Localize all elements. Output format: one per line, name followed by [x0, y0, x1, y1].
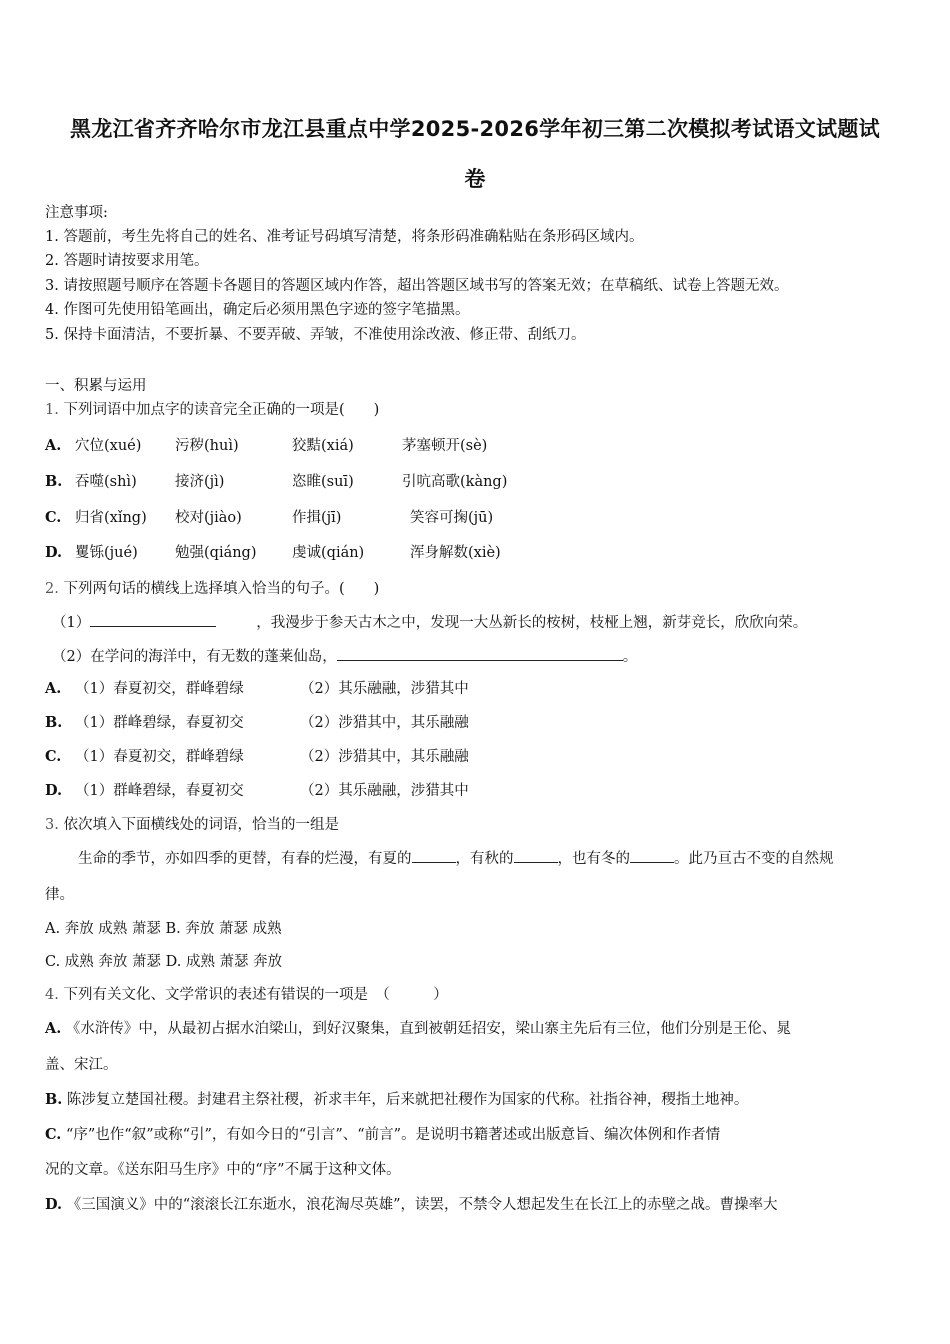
option-cell: 勉强(qiáng): [175, 545, 257, 561]
option-label: A.: [45, 680, 62, 697]
option-text: 《水浒传》中，从最初占据水泊梁山，到好汉聚集，直到被朝廷招安，梁山寨主先后有三位，他们分别是王伦、晁: [65, 1021, 791, 1037]
option-label: C.: [45, 1126, 62, 1143]
option-label: A.: [45, 1020, 62, 1037]
notice-item: 1. 答题前，考生先将自己的姓名、准考证号码填写清楚，将条形码准确粘贴在条形码区域内。: [45, 229, 644, 245]
option-cell: 作揖(jī): [292, 510, 342, 526]
option-d: [45, 1195, 778, 1215]
option-part: （1）群峰碧绿，春夏初交: [75, 715, 244, 731]
option-c: [45, 1125, 720, 1145]
option-cell: 污秽(huì): [175, 438, 239, 454]
option-b: [45, 1090, 748, 1110]
option-text: 陈涉复立楚国社稷。封建君主祭社稷，祈求丰年，后来就把社稷作为国家的代称。社指谷神，稷指土地神。: [66, 1092, 749, 1108]
option-cell: 恣睢(suī): [292, 474, 354, 490]
option-cell: 归省(xǐng): [75, 510, 147, 526]
passage-text: 。此乃亘古不变的自然规: [674, 851, 834, 867]
option-part: （2）涉猎其中，其乐融融: [300, 749, 469, 765]
document-title-line1: 黑龙江省齐齐哈尔市龙江县重点中学2025-2026学年初三第二次模拟考试语文试题试: [70, 117, 880, 141]
option-label: B.: [45, 1091, 63, 1108]
section-heading: 一、积累与运用: [45, 378, 147, 394]
notice-item: 5. 保持卡面清洁，不要折暴、不要弄破、弄皱，不准使用涂改液、修正带、刮纸刀。: [45, 327, 586, 343]
option-cell: 矍铄(jué): [75, 545, 138, 561]
question-number: 4.: [45, 987, 59, 1003]
option-line: A. 奔放 成熟 萧瑟 B. 奔放 萧瑟 成熟: [45, 921, 282, 937]
fill-blank: [337, 646, 623, 661]
fill-blank: [630, 848, 674, 863]
sentence-suffix: 。: [622, 649, 638, 665]
option-line: C. 成熟 奔放 萧瑟 D. 成熟 萧瑟 奔放: [45, 954, 283, 970]
option-label: B.: [45, 473, 63, 490]
option-label: C.: [45, 509, 62, 526]
option-part: （1）春夏初交，群峰碧绿: [75, 681, 244, 697]
passage-text: 生命的季节，亦如四季的更替，有春的烂漫，有夏的: [78, 851, 412, 867]
option-cell: 穴位(xué): [75, 438, 142, 454]
question-number: 3.: [45, 817, 59, 833]
option-cell: 吞噬(shì): [75, 474, 137, 490]
option-text: “序”也作“叙”或称“引”，有如今日的“引言”、“前言”。是说明书籍著述或出版意旨、编次体例和作者情: [65, 1127, 721, 1143]
passage-text: ，也有冬的: [557, 851, 630, 867]
question-stem: 下列有关文化、文学常识的表述有错误的一项是 （ ）: [63, 987, 448, 1003]
fill-blank: [90, 612, 216, 627]
option-cell: 引吭高歌(kàng): [402, 474, 508, 490]
option-part: （2）涉猎其中，其乐融融: [300, 715, 469, 731]
option-part: （2）其乐融融，涉猎其中: [300, 783, 469, 799]
fill-blank: [412, 848, 456, 863]
notice-item: 2. 答题时请按要求用笔。: [45, 253, 209, 269]
option-cell: 校对(jiào): [175, 510, 242, 526]
sentence-text: （2）在学问的海洋中，有无数的蓬莱仙岛，: [52, 649, 337, 665]
question-number: 2.: [45, 581, 59, 597]
notice-heading: 注意事项:: [45, 205, 108, 221]
question-3: [45, 815, 339, 835]
sentence-prefix: （1）: [52, 615, 91, 631]
question-1: [45, 400, 379, 420]
option-cell: 狡黠(xiá): [292, 438, 354, 454]
option-label: A.: [45, 437, 62, 454]
option-text: 《三国演义》中的“滚滚长江东逝水，浪花淘尽英雄”，读罢，不禁令人想起发生在长江上的赤壁之战。曹操率大: [66, 1197, 778, 1213]
fill-blank: [514, 848, 558, 863]
option-cell: 茅塞顿开(sè): [402, 438, 488, 454]
passage-line: [78, 848, 834, 869]
sentence-text: ，我漫步于参天古木之中，发现一大丛新长的桉树，枝桠上翘，新芽竞长，欣欣向荣。: [256, 615, 808, 631]
passage-text: ，有秋的: [455, 851, 514, 867]
passage-line: 律。: [45, 887, 74, 903]
question-4: [45, 985, 448, 1005]
question-2: [45, 579, 379, 599]
option-part: （1）春夏初交，群峰碧绿: [75, 749, 244, 765]
option-cell: 接济(jì): [175, 474, 225, 490]
option-c-cont: 况的文章。《送东阳马生序》中的“序”不属于这种文体。: [45, 1162, 401, 1178]
option-cell: 浑身解数(xiè): [410, 545, 501, 561]
option-label: C.: [45, 748, 62, 765]
option-label: D.: [45, 1196, 63, 1213]
option-cell: 笑容可掬(jū): [410, 510, 494, 526]
notice-item: 4. 作图可先使用铅笔画出，确定后必须用黑色字迹的签字笔描黑。: [45, 302, 470, 318]
option-cell: 虔诚(qián): [292, 545, 365, 561]
option-label: B.: [45, 714, 63, 731]
question-number: 1.: [45, 402, 59, 418]
sentence-2: [52, 646, 637, 667]
option-part: （2）其乐融融，涉猎其中: [300, 681, 469, 697]
notice-item: 3. 请按照题号顺序在答题卡各题目的答题区域内作答，超出答题区域书写的答案无效；在草稿纸、试卷上答题无效。: [45, 278, 789, 294]
question-stem: 下列两句话的横线上选择填入恰当的句子。( ): [63, 581, 380, 597]
option-part: （1）群峰碧绿，春夏初交: [75, 783, 244, 799]
option-label: D.: [45, 544, 63, 561]
sentence-1: [52, 612, 807, 633]
option-a-cont: 盖、宋江。: [45, 1057, 118, 1073]
question-stem: 依次填入下面横线处的词语，恰当的一组是: [63, 817, 339, 833]
document-title-line2: 卷: [464, 167, 486, 191]
option-a: [45, 1019, 791, 1039]
question-stem: 下列词语中加点字的读音完全正确的一项是( ): [63, 402, 380, 418]
option-label: D.: [45, 782, 63, 799]
